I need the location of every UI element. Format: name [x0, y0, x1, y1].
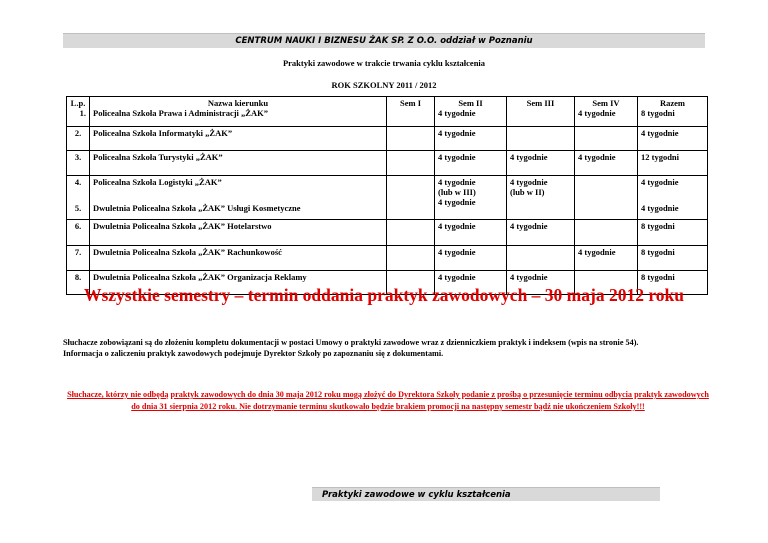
- sem3-cell: 4 tygodnie: [507, 271, 575, 295]
- documentation-note-line: Słuchacze zobowiązani są do złożeniu kompletu dokumentacji w postaci Umowy o praktyki zawodowe wraz z dzienniczkiem praktyk i indeksem (wpis na stronie 54).: [63, 338, 639, 347]
- total-cell: [638, 176, 708, 220]
- sem2-cell: [435, 176, 507, 220]
- subtitle: Praktyki zawodowe w trakcie trwania cyklu kształcenia: [282, 58, 486, 68]
- sem2-cell: 4 tygodnie: [435, 246, 507, 271]
- lp-value: 4.: [74, 177, 82, 187]
- name-cell: Policealna Szkoła Turystyki „ŻAK”: [90, 151, 387, 176]
- sem2-cell: 4 tygodnie: [435, 151, 507, 176]
- name-value: Dwuletnia Policealna Szkoła „ŻAK” Usługi Kosmetyczne: [93, 203, 301, 213]
- footer-bar: Praktyki zawodowe w cyklu kształcenia: [312, 487, 660, 501]
- name-cell: [90, 176, 387, 220]
- sem4-cell: 4 tygodnie: [575, 246, 638, 271]
- sem1-cell: [387, 220, 435, 246]
- total-header-cell: [638, 97, 708, 127]
- sem4-header-cell: [575, 97, 638, 127]
- sem2-header: Sem II: [458, 98, 483, 108]
- documentation-note-line: Informacja o zaliczeniu praktyk zawodowych podejmuje Dyrektor Szkoły po zapoznaniu się z dokumentami.: [63, 349, 444, 358]
- sem4-cell: [575, 127, 638, 151]
- sem3-cell: [507, 176, 575, 220]
- sem3-cell: [507, 127, 575, 151]
- table-row: [67, 246, 708, 271]
- name-header-cell: [90, 97, 387, 127]
- sem4-first: 4 tygodnie: [578, 108, 616, 118]
- sem2-value: 4 tygodnie: [438, 177, 476, 187]
- name-cell: Policealna Szkoła Informatyki „ŻAK”: [90, 127, 387, 151]
- sem2-value: (lub w III): [438, 187, 476, 197]
- total-cell: 8 tygodni: [638, 246, 708, 271]
- total-header: Razem: [659, 98, 685, 108]
- sem1-cell: [387, 127, 435, 151]
- table-header-row: [67, 97, 708, 127]
- sem3-header-cell: [507, 97, 575, 127]
- sem1-cell: [387, 151, 435, 176]
- school-year: ROK SZKOLNY 2011 / 2012: [331, 80, 437, 90]
- lp-header-cell: [67, 97, 90, 127]
- sem3-cell: 4 tygodnie: [507, 220, 575, 246]
- sem1-header: Sem I: [399, 98, 421, 108]
- total-value: 4 tygodnie: [641, 203, 679, 213]
- extension-warning: Słuchacze, którzy nie odbędą praktyk zawodowych do dnia 30 maja 2012 roku mogą złożyć do Dyrektora Szkoły podanie z prośbą o przesunięcie terminu odbycia praktyk zawodowych do dnia 31 sierpnia 2012 roku. Nie dotrzymanie terminu skutkowało będzie brakiem promocji na następny semestr bądź nie ukończeniem Szkoły!!!: [67, 390, 709, 411]
- documentation-note: [63, 337, 723, 359]
- total-first: 8 tygodni: [641, 108, 675, 118]
- sem4-cell: [575, 176, 638, 220]
- sem2-cell: 4 tygodnie: [435, 271, 507, 295]
- header-org-bar: CENTRUM NAUKI I BIZNESU ŻAK SP. Z O.O. oddział w Poznaniu: [63, 33, 705, 48]
- lp-cell: 6.: [67, 220, 90, 246]
- total-value: 4 tygodnie: [641, 177, 679, 187]
- name-first: Policealna Szkoła Prawa i Administracji „ŻAK”: [93, 108, 268, 118]
- sem2-first: 4 tygodnie: [438, 108, 476, 118]
- name-cell: Dwuletnia Policealna Szkoła „ŻAK” Rachunkowość: [90, 246, 387, 271]
- sem3-header: Sem III: [526, 98, 555, 108]
- sem2-value: 4 tygodnie: [438, 197, 476, 207]
- sem1-header-cell: [387, 97, 435, 127]
- total-cell: 8 tygodni: [638, 220, 708, 246]
- sem2-header-cell: [435, 97, 507, 127]
- name-header: Nazwa kierunku: [207, 98, 269, 108]
- sem4-cell: [575, 220, 638, 246]
- table-row: [67, 220, 708, 246]
- lp-cell: 8.: [67, 271, 90, 295]
- total-cell: 8 tygodni: [638, 271, 708, 295]
- sem2-cell: 4 tygodnie: [435, 220, 507, 246]
- lp-cell: 2.: [67, 127, 90, 151]
- table-row: [67, 127, 708, 151]
- table-row: [67, 151, 708, 176]
- sem3-cell: [507, 246, 575, 271]
- internship-table: [66, 96, 708, 295]
- total-cell: 4 tygodnie: [638, 127, 708, 151]
- sem2-cell: 4 tygodnie: [435, 127, 507, 151]
- name-value: Policealna Szkoła Logistyki „ŻAK”: [93, 177, 222, 187]
- name-cell: Dwuletnia Policealna Szkoła „ŻAK” Organizacja Reklamy: [90, 271, 387, 295]
- sem3-value: (lub w II): [510, 187, 545, 197]
- lp-cell: 7.: [67, 246, 90, 271]
- sem3-cell: 4 tygodnie: [507, 151, 575, 176]
- sem4-header: Sem IV: [592, 98, 620, 108]
- lp-cell: [67, 176, 90, 220]
- lp-header: L.p.: [70, 98, 86, 108]
- lp-cell: 3.: [67, 151, 90, 176]
- name-cell: Dwuletnia Policealna Szkoła „ŻAK” Hotelarstwo: [90, 220, 387, 246]
- table-row: [67, 176, 708, 220]
- sem4-cell: 4 tygodnie: [575, 151, 638, 176]
- sem1-cell: [387, 246, 435, 271]
- sem1-cell: [387, 176, 435, 220]
- deadline-banner: Wszystkie semestry – termin oddania praktyk zawodowych – 30 maja 2012 roku: [83, 285, 685, 305]
- total-cell: 12 tygodni: [638, 151, 708, 176]
- lp-value: 5.: [74, 203, 82, 213]
- lp-first: 1.: [79, 108, 86, 118]
- sem3-value: 4 tygodnie: [510, 177, 548, 187]
